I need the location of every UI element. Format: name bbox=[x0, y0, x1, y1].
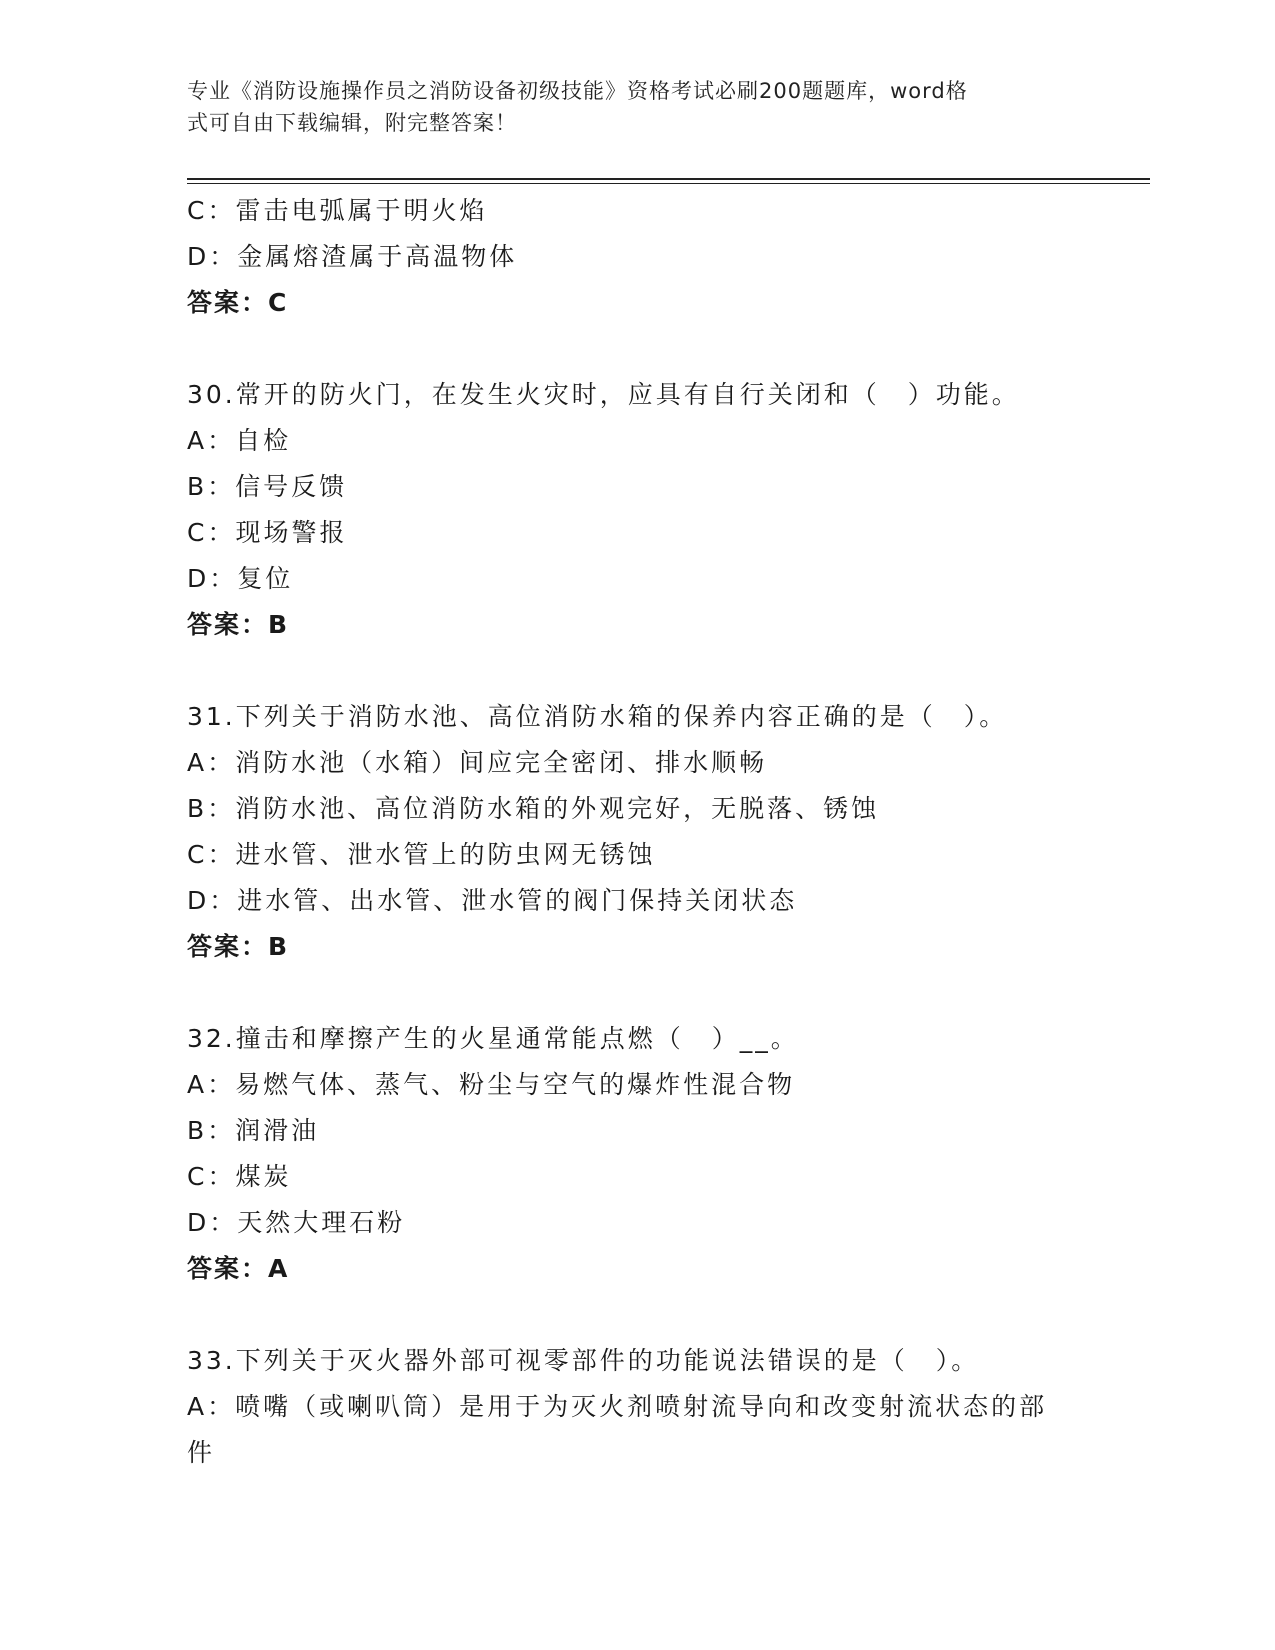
answer: 答案：B bbox=[187, 932, 290, 961]
question-stem: 30.常开的防火门，在发生火灾时，应具有自行关闭和（ ）功能。 bbox=[187, 380, 1020, 409]
question-block-33 bbox=[187, 1338, 1087, 1476]
option-c: C：进水管、泄水管上的防虫网无锈蚀 bbox=[187, 840, 656, 869]
header-divider-thick bbox=[187, 178, 1150, 180]
answer: 答案：B bbox=[187, 610, 290, 639]
option-d: D：金属熔渣属于高温物体 bbox=[187, 242, 518, 271]
question-block-previous bbox=[187, 188, 1087, 326]
option-a: A：自检 bbox=[187, 426, 292, 455]
answer: 答案：C bbox=[187, 288, 289, 317]
option-b: B：信号反馈 bbox=[187, 472, 348, 501]
option-a: A：消防水池（水箱）间应完全密闭、排水顺畅 bbox=[187, 748, 768, 777]
option-d: D：进水管、出水管、泄水管的阀门保持关闭状态 bbox=[187, 886, 798, 915]
header-line-2: 式可自由下载编辑，附完整答案！ bbox=[187, 111, 517, 135]
option-a: A：易燃气体、蒸气、粉尘与空气的爆炸性混合物 bbox=[187, 1070, 796, 1099]
option-a: A：喷嘴（或喇叭筒）是用于为灭火剂喷射流导向和改变射流状态的部 bbox=[187, 1392, 1048, 1421]
question-stem: 33.下列关于灭火器外部可视零部件的功能说法错误的是（ ）。 bbox=[187, 1346, 980, 1375]
question-block-30 bbox=[187, 372, 1087, 648]
question-stem: 32.撞击和摩擦产生的火星通常能点燃（ ）__。 bbox=[187, 1024, 799, 1053]
option-b: B：消防水池、高位消防水箱的外观完好，无脱落、锈蚀 bbox=[187, 794, 880, 823]
question-block-32 bbox=[187, 1016, 1087, 1292]
option-b: B：润滑油 bbox=[187, 1116, 320, 1145]
header-divider-thin bbox=[187, 183, 1150, 184]
header-line-1: 专业《消防设施操作员之消防设备初级技能》资格考试必刷200题题库，word格 bbox=[187, 79, 968, 103]
spacer bbox=[187, 1292, 1087, 1338]
question-block-31 bbox=[187, 694, 1087, 970]
spacer bbox=[187, 326, 1087, 372]
option-d: D：复位 bbox=[187, 564, 294, 593]
document-header bbox=[187, 75, 1067, 139]
option-a-continued: 件 bbox=[187, 1438, 216, 1467]
question-stem: 31.下列关于消防水池、高位消防水箱的保养内容正确的是（ ）。 bbox=[187, 702, 1008, 731]
spacer bbox=[187, 970, 1087, 1016]
question-list bbox=[187, 188, 1087, 1476]
spacer bbox=[187, 648, 1087, 694]
option-c: C：现场警报 bbox=[187, 518, 348, 547]
answer: 答案：A bbox=[187, 1254, 290, 1283]
option-c: C：雷击电弧属于明火焰 bbox=[187, 196, 488, 225]
option-c: C：煤炭 bbox=[187, 1162, 292, 1191]
option-d: D：天然大理石粉 bbox=[187, 1208, 406, 1237]
